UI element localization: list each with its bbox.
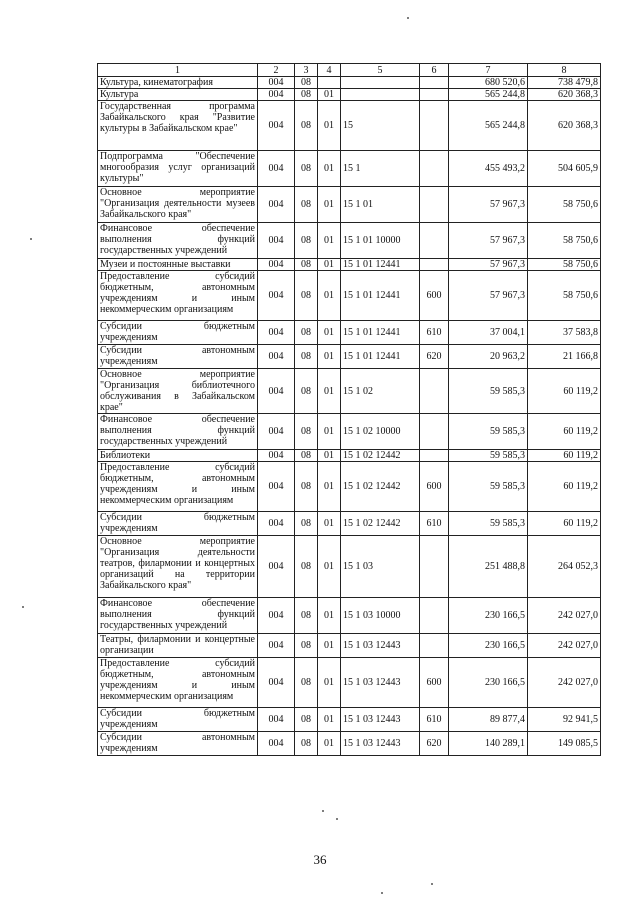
- row-code-cell: 08: [295, 223, 318, 259]
- row-code-cell: 004: [258, 77, 295, 89]
- row-code-cell: 01: [318, 187, 341, 223]
- row-amount-cell: 60 119,2: [528, 414, 601, 450]
- table-row: [98, 259, 601, 271]
- row-code-cell: [420, 223, 449, 259]
- row-amount-cell: 58 750,6: [528, 187, 601, 223]
- row-name-cell: Библиотеки: [98, 450, 258, 462]
- row-amount-cell: 21 166,8: [528, 345, 601, 369]
- scan-speck: [336, 818, 338, 820]
- row-code-cell: 08: [295, 89, 318, 101]
- row-amount-cell: 230 166,5: [449, 598, 528, 634]
- page-number: 36: [313, 852, 327, 867]
- row-name-cell: Финансовое обеспечение выполнения функций государственных учреждений: [98, 414, 258, 450]
- row-amount-cell: 57 967,3: [449, 259, 528, 271]
- row-code-cell: 610: [420, 321, 449, 345]
- scan-speck: [381, 892, 383, 894]
- row-amount-cell: 455 493,2: [449, 151, 528, 187]
- row-amount-cell: 738 479,8: [528, 77, 601, 89]
- row-code-cell: [420, 187, 449, 223]
- row-amount-cell: 60 119,2: [528, 512, 601, 536]
- scan-speck: [22, 606, 24, 608]
- table-row: [98, 708, 601, 732]
- row-code-cell: 620: [420, 732, 449, 756]
- row-code-cell: 08: [295, 658, 318, 708]
- table-header-row: [98, 64, 601, 77]
- row-amount-cell: 20 963,2: [449, 345, 528, 369]
- row-code-cell: [341, 77, 420, 89]
- row-code-cell: 01: [318, 634, 341, 658]
- row-code-cell: 610: [420, 512, 449, 536]
- table-row: [98, 634, 601, 658]
- row-code-cell: 01: [318, 462, 341, 512]
- row-code-cell: 15 1 01 10000: [341, 223, 420, 259]
- row-code-cell: 08: [295, 634, 318, 658]
- row-code-cell: 600: [420, 658, 449, 708]
- row-code-cell: 01: [318, 732, 341, 756]
- column-header: 1: [98, 64, 258, 77]
- row-amount-cell: 59 585,3: [449, 369, 528, 414]
- table-row: [98, 369, 601, 414]
- row-code-cell: 01: [318, 512, 341, 536]
- row-code-cell: 004: [258, 187, 295, 223]
- row-name-cell: Субсидии автономным учреждениям: [98, 345, 258, 369]
- row-name-cell: Субсидии автономным учреждениям: [98, 732, 258, 756]
- row-code-cell: 08: [295, 151, 318, 187]
- row-code-cell: [318, 77, 341, 89]
- row-name-cell: Предоставление субсидий бюджетным, автономным учреждениям и иным некоммерческим организациям: [98, 271, 258, 321]
- row-code-cell: 004: [258, 151, 295, 187]
- row-amount-cell: 57 967,3: [449, 271, 528, 321]
- row-code-cell: 004: [258, 321, 295, 345]
- row-code-cell: 08: [295, 536, 318, 598]
- row-code-cell: 004: [258, 345, 295, 369]
- row-code-cell: 004: [258, 223, 295, 259]
- row-name-cell: Театры, филармонии и концертные организации: [98, 634, 258, 658]
- row-code-cell: 004: [258, 89, 295, 101]
- scan-speck: [30, 238, 32, 240]
- row-code-cell: 15 1 01 12441: [341, 345, 420, 369]
- table-row: [98, 77, 601, 89]
- row-code-cell: 004: [258, 708, 295, 732]
- row-amount-cell: 37 583,8: [528, 321, 601, 345]
- row-name-cell: Субсидии бюджетным учреждениям: [98, 321, 258, 345]
- table-row: [98, 271, 601, 321]
- row-code-cell: 620: [420, 345, 449, 369]
- row-code-cell: 08: [295, 732, 318, 756]
- row-code-cell: 08: [295, 77, 318, 89]
- column-header: 4: [318, 64, 341, 77]
- row-amount-cell: 60 119,2: [528, 369, 601, 414]
- row-name-cell: Государственная программа Забайкальского края "Развитие культуры в Забайкальском крае": [98, 101, 258, 151]
- table-row: [98, 187, 601, 223]
- row-code-cell: 01: [318, 536, 341, 598]
- row-code-cell: 15 1 02: [341, 369, 420, 414]
- row-amount-cell: 230 166,5: [449, 634, 528, 658]
- row-amount-cell: 565 244,8: [449, 89, 528, 101]
- row-amount-cell: 504 605,9: [528, 151, 601, 187]
- row-name-cell: Основное мероприятие "Организация деятельности театров, филармонии и концертных организаций на территории Забайкальского края": [98, 536, 258, 598]
- row-name-cell: Предоставление субсидий бюджетным, автономным учреждениям и иным некоммерческим организациям: [98, 658, 258, 708]
- row-code-cell: 15 1 01 12441: [341, 321, 420, 345]
- row-code-cell: 15 1 03 12443: [341, 658, 420, 708]
- row-code-cell: [420, 89, 449, 101]
- row-code-cell: [420, 369, 449, 414]
- row-code-cell: 01: [318, 223, 341, 259]
- row-code-cell: 600: [420, 271, 449, 321]
- row-code-cell: 600: [420, 462, 449, 512]
- row-code-cell: 004: [258, 369, 295, 414]
- row-code-cell: 08: [295, 450, 318, 462]
- row-amount-cell: 59 585,3: [449, 450, 528, 462]
- row-code-cell: 01: [318, 658, 341, 708]
- row-code-cell: 08: [295, 512, 318, 536]
- row-amount-cell: 89 877,4: [449, 708, 528, 732]
- row-code-cell: 15 1 02 12442: [341, 462, 420, 512]
- row-code-cell: 01: [318, 369, 341, 414]
- column-header: 8: [528, 64, 601, 77]
- row-code-cell: [420, 598, 449, 634]
- row-amount-cell: 242 027,0: [528, 658, 601, 708]
- table-row: [98, 598, 601, 634]
- row-code-cell: 004: [258, 658, 295, 708]
- row-code-cell: 15 1 01 12441: [341, 271, 420, 321]
- row-amount-cell: 620 368,3: [528, 101, 601, 151]
- row-name-cell: Основное мероприятие "Организация деятельности музеев Забайкальского края": [98, 187, 258, 223]
- table-row: [98, 414, 601, 450]
- table-row: [98, 732, 601, 756]
- table-body: [98, 77, 601, 756]
- row-code-cell: 08: [295, 708, 318, 732]
- row-code-cell: 01: [318, 414, 341, 450]
- row-amount-cell: 680 520,6: [449, 77, 528, 89]
- row-code-cell: 004: [258, 462, 295, 512]
- row-code-cell: 610: [420, 708, 449, 732]
- row-code-cell: 08: [295, 369, 318, 414]
- row-amount-cell: 140 289,1: [449, 732, 528, 756]
- budget-table: [97, 63, 601, 756]
- table-row: [98, 321, 601, 345]
- row-code-cell: 01: [318, 271, 341, 321]
- row-code-cell: 15 1 01 12441: [341, 259, 420, 271]
- row-code-cell: 01: [318, 151, 341, 187]
- row-code-cell: 01: [318, 598, 341, 634]
- row-code-cell: 08: [295, 101, 318, 151]
- row-amount-cell: 59 585,3: [449, 414, 528, 450]
- scan-speck: [407, 17, 409, 19]
- table-row: [98, 658, 601, 708]
- table-row: [98, 89, 601, 101]
- row-code-cell: [341, 89, 420, 101]
- row-code-cell: [420, 536, 449, 598]
- row-code-cell: 004: [258, 450, 295, 462]
- row-code-cell: 004: [258, 259, 295, 271]
- table-row: [98, 151, 601, 187]
- row-code-cell: [420, 634, 449, 658]
- row-code-cell: 15 1: [341, 151, 420, 187]
- column-header: 5: [341, 64, 420, 77]
- row-amount-cell: 620 368,3: [528, 89, 601, 101]
- row-code-cell: 01: [318, 259, 341, 271]
- row-amount-cell: 59 585,3: [449, 512, 528, 536]
- row-name-cell: Финансовое обеспечение выполнения функций государственных учреждений: [98, 598, 258, 634]
- row-amount-cell: 565 244,8: [449, 101, 528, 151]
- row-code-cell: 01: [318, 321, 341, 345]
- table-row: [98, 345, 601, 369]
- row-code-cell: 004: [258, 732, 295, 756]
- row-code-cell: 004: [258, 512, 295, 536]
- row-code-cell: [420, 77, 449, 89]
- table-row: [98, 101, 601, 151]
- row-code-cell: 004: [258, 101, 295, 151]
- row-code-cell: [420, 414, 449, 450]
- row-name-cell: Подпрограмма "Обеспечение многообразия услуг организаций культуры": [98, 151, 258, 187]
- row-code-cell: 004: [258, 634, 295, 658]
- row-code-cell: 01: [318, 101, 341, 151]
- row-code-cell: 15 1 03: [341, 536, 420, 598]
- row-code-cell: 15 1 03 12443: [341, 708, 420, 732]
- row-code-cell: 004: [258, 598, 295, 634]
- row-amount-cell: 230 166,5: [449, 658, 528, 708]
- row-code-cell: [420, 151, 449, 187]
- row-name-cell: Субсидии бюджетным учреждениям: [98, 708, 258, 732]
- row-code-cell: 15 1 02 12442: [341, 512, 420, 536]
- row-amount-cell: 251 488,8: [449, 536, 528, 598]
- row-code-cell: 15: [341, 101, 420, 151]
- row-code-cell: 004: [258, 271, 295, 321]
- row-code-cell: 08: [295, 598, 318, 634]
- row-name-cell: Музеи и постоянные выставки: [98, 259, 258, 271]
- row-code-cell: [420, 259, 449, 271]
- row-name-cell: Финансовое обеспечение выполнения функций государственных учреждений: [98, 223, 258, 259]
- row-code-cell: [420, 450, 449, 462]
- row-code-cell: 08: [295, 187, 318, 223]
- row-amount-cell: 58 750,6: [528, 259, 601, 271]
- row-amount-cell: 59 585,3: [449, 462, 528, 512]
- row-code-cell: 08: [295, 414, 318, 450]
- row-code-cell: 01: [318, 89, 341, 101]
- row-code-cell: 15 1 02 12442: [341, 450, 420, 462]
- row-name-cell: Предоставление субсидий бюджетным, автономным учреждениям и иным некоммерческим организациям: [98, 462, 258, 512]
- row-amount-cell: 242 027,0: [528, 634, 601, 658]
- row-name-cell: Культура: [98, 89, 258, 101]
- row-amount-cell: 58 750,6: [528, 271, 601, 321]
- scan-speck: [322, 810, 324, 812]
- row-amount-cell: 242 027,0: [528, 598, 601, 634]
- table-row: [98, 536, 601, 598]
- row-name-cell: Субсидии бюджетным учреждениям: [98, 512, 258, 536]
- row-code-cell: 15 1 03 10000: [341, 598, 420, 634]
- row-amount-cell: 57 967,3: [449, 187, 528, 223]
- row-code-cell: 08: [295, 345, 318, 369]
- row-code-cell: 01: [318, 450, 341, 462]
- row-amount-cell: 92 941,5: [528, 708, 601, 732]
- row-code-cell: 08: [295, 462, 318, 512]
- row-code-cell: 15 1 01: [341, 187, 420, 223]
- row-code-cell: 08: [295, 271, 318, 321]
- row-amount-cell: 57 967,3: [449, 223, 528, 259]
- column-header: 7: [449, 64, 528, 77]
- row-code-cell: 08: [295, 259, 318, 271]
- table-row: [98, 223, 601, 259]
- row-amount-cell: 60 119,2: [528, 462, 601, 512]
- column-header: 2: [258, 64, 295, 77]
- row-code-cell: 01: [318, 345, 341, 369]
- table-row: [98, 450, 601, 462]
- row-name-cell: Культура, кинематография: [98, 77, 258, 89]
- row-code-cell: 15 1 02 10000: [341, 414, 420, 450]
- row-name-cell: Основное мероприятие "Организация библиотечного обслуживания в Забайкальском крае": [98, 369, 258, 414]
- column-header: 6: [420, 64, 449, 77]
- row-amount-cell: 149 085,5: [528, 732, 601, 756]
- row-amount-cell: 60 119,2: [528, 450, 601, 462]
- row-code-cell: 08: [295, 321, 318, 345]
- row-code-cell: 01: [318, 708, 341, 732]
- row-code-cell: 004: [258, 414, 295, 450]
- table-row: [98, 512, 601, 536]
- table-row: [98, 462, 601, 512]
- row-amount-cell: 37 004,1: [449, 321, 528, 345]
- row-amount-cell: 264 052,3: [528, 536, 601, 598]
- row-code-cell: 15 1 03 12443: [341, 732, 420, 756]
- row-code-cell: [420, 101, 449, 151]
- row-amount-cell: 58 750,6: [528, 223, 601, 259]
- row-code-cell: 15 1 03 12443: [341, 634, 420, 658]
- column-header: 3: [295, 64, 318, 77]
- row-code-cell: 004: [258, 536, 295, 598]
- scan-speck: [431, 883, 433, 885]
